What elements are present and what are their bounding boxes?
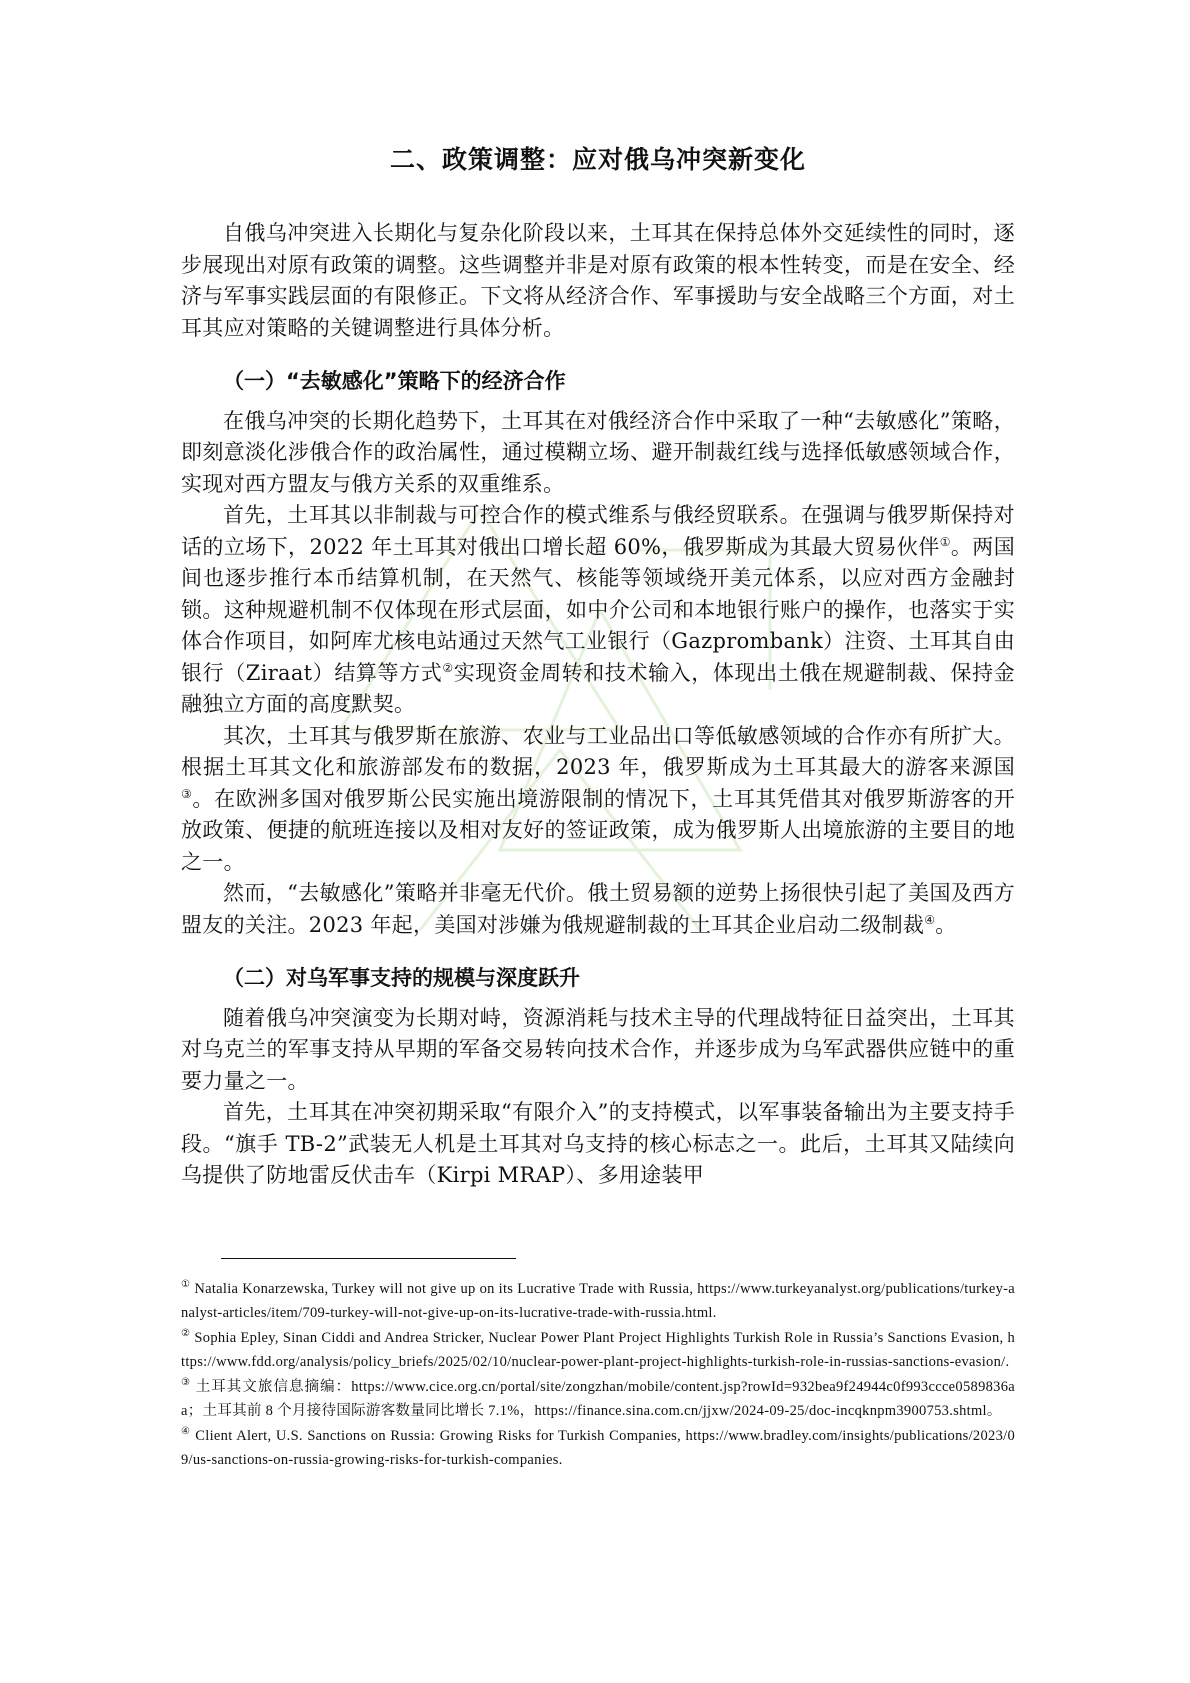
section1-paragraph-1: 在俄乌冲突的长期化趋势下，土耳其在对俄经济合作中采取了一种“去敏感化”策略，即刻意淡化涉俄合作的政治属性，通过模糊立场、避开制裁红线与选择低敏感领域合作，实现对西方盟友与俄方关系的双重维系。 — [181, 408, 1015, 496]
footnote-divider — [221, 1258, 516, 1259]
section-heading-1: （一）“去敏感化”策略下的经济合作 — [223, 369, 566, 393]
body-text — [181, 218, 1015, 1192]
footnote-mark: ① — [181, 1279, 191, 1291]
footnote-text: Sophia Epley, Sinan Ciddi and Andrea Stricker, Nuclear Power Plant Project Highlights Turkish Role in Russia’s Sanctions Evasion, https://www.fdd.org/analysis/policy_briefs/2025/02/10/nuclear-power-plant-project-highlights-turkish-role-in-russias-sanctions-evasion/. — [181, 1330, 1015, 1370]
paragraph-text: 然而，“去敏感化”策略并非毫无代价。俄土贸易额的逆势上扬很快引起了美国及西方盟友的关注。2023 年起，美国对涉嫌为俄规避制裁的土耳其企业启动二级制裁 — [181, 881, 1015, 937]
footnote-mark: ② — [181, 1328, 191, 1340]
page-title: 二、政策调整：应对俄乌冲突新变化 — [389, 145, 806, 174]
footnote-text: 土耳其文旅信息摘编：https://www.cice.org.cn/portal/site/zongzhan/mobile/content.jsp?rowId=932bea9f24944c0f993ccce0589836aa；土耳其前 8 个月接待国际游客数量同比增长 7.1%，https://finance.sina.com.cn/jjxw/2024-09-25/doc-incqknpm3900753.shtml。 — [181, 1379, 1015, 1419]
paragraph-text: 。 — [935, 912, 957, 937]
paragraph-text: 。两国间也逐步推行本币结算机制，在天然气、核能等领域绕开美元体系，以应对西方金融封锁。这种规避机制不仅体现在形式层面，如中介公司和本地银行账户的操作，也落实于实体合作项目，如阿库尤核电站通过天然气工业银行（Gazprombank）注资、土耳其自由银行（Ziraat）结算等方式 — [181, 534, 1016, 685]
section1-paragraph-3 — [181, 721, 1015, 879]
section1-paragraph-2 — [181, 500, 1015, 721]
paragraph-text: 实现资金周转和技术输入，体现出土俄在规避制裁、保持金融独立方面的高度默契。 — [181, 660, 1015, 716]
footnote-ref-4: ④ — [924, 912, 936, 927]
section1-paragraph-4 — [181, 878, 1015, 941]
footnote-text: Natalia Konarzewska, Turkey will not give up on its Lucrative Trade with Russia, https://www.turkeyanalyst.org/publications/turkey-analyst-articles/item/709-turkey-will-not-give-up-on-its-lucrative-trade-with-russia.html. — [181, 1281, 1015, 1321]
footnote-ref-3: ③ — [181, 786, 193, 801]
footnote-mark: ④ — [181, 1426, 191, 1438]
paragraph-text: 首先，土耳其以非制裁与可控合作的模式维系与俄经贸联系。在强调与俄罗斯保持对话的立场下，2022 年土耳其对俄出口增长超 60%，俄罗斯成为其最大贸易伙伴 — [181, 503, 1015, 559]
section-heading-2: （二）对乌军事支持的规模与深度跃升 — [223, 966, 580, 990]
footnote-2 — [181, 1327, 1015, 1374]
intro-paragraph: 自俄乌冲突进入长期化与复杂化阶段以来，土耳其在保持总体外交延续性的同时，逐步展现出对原有政策的调整。这些调整并非是对原有政策的根本性转变，而是在安全、经济与军事实践层面的有限修正。下文将从经济合作、军事援助与安全战略三个方面，对土耳其应对策略的关键调整进行具体分析。 — [181, 221, 1015, 340]
footnote-text: Client Alert, U.S. Sanctions on Russia: Growing Risks for Turkish Companies, https://www.bradley.com/insights/publications/2023/09/us-sanctions-on-russia-growing-risks-for-turkish-companies. — [181, 1428, 1015, 1468]
footnote-ref-1: ① — [939, 534, 951, 549]
section2-paragraph-2: 首先，土耳其在冲突初期采取“有限介入”的支持模式，以军事装备输出为主要支持手段。“旗手 TB-2”武装无人机是土耳其对乌支持的核心标志之一。此后，土耳其又陆续向乌提供了防地雷反伏击车（Kirpi MRAP）、多用途装甲 — [181, 1100, 1015, 1187]
footnote-1 — [181, 1278, 1015, 1325]
section2-paragraph-1: 随着俄乌冲突演变为长期对峙，资源消耗与技术主导的代理战特征日益突出，土耳其对乌克兰的军事支持从早期的军备交易转向技术合作，并逐步成为乌军武器供应链中的重要力量之一。 — [181, 1005, 1015, 1093]
footnote-3 — [181, 1376, 1015, 1423]
paragraph-text: 其次，土耳其与俄罗斯在旅游、农业与工业品出口等低敏感领域的合作亦有所扩大。根据土耳其文化和旅游部发布的数据，2023 年，俄罗斯成为土耳其最大的游客来源国 — [181, 723, 1015, 779]
footnote-mark: ③ — [181, 1377, 192, 1389]
footnote-4 — [181, 1425, 1015, 1472]
footnotes — [181, 1278, 1015, 1474]
footnote-ref-2: ② — [442, 660, 454, 675]
paragraph-text: 。在欧洲多国对俄罗斯公民实施出境游限制的情况下，土耳其凭借其对俄罗斯游客的开放政策、便捷的航班连接以及相对友好的签证政策，成为俄罗斯人出境旅游的主要目的地之一。 — [181, 786, 1015, 874]
